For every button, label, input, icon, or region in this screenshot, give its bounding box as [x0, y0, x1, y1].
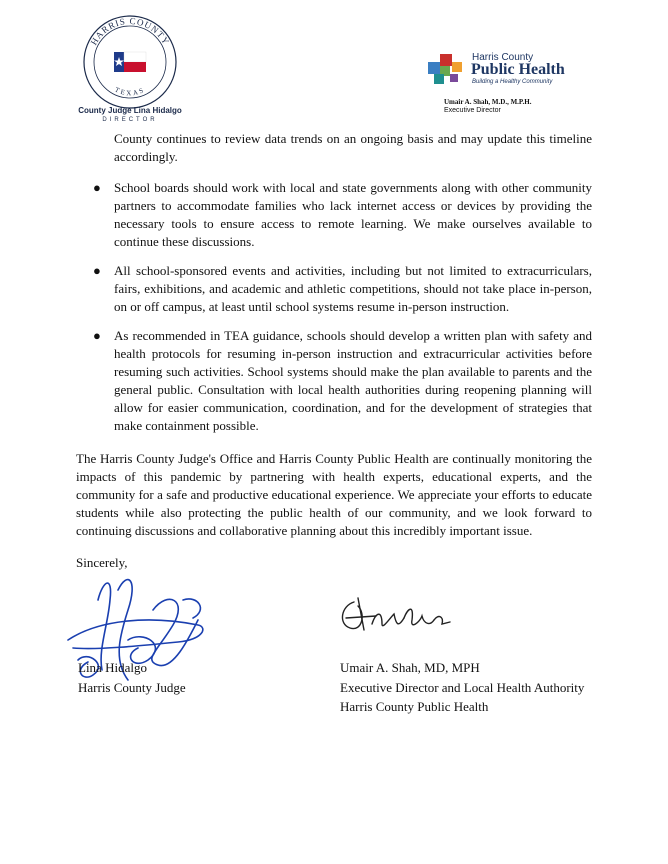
bullet-dot: ● [93, 328, 101, 343]
harris-county-seal [82, 14, 178, 110]
seal-bottom-text: TEXAS [113, 85, 147, 98]
bullet-item: All school-sponsored events and activities, including but not limited to extracurriculars, fairs, exhibitions, and academic and athletic competitions, should not take place in-person, on or off campus, at least until school systems resume in-person instruction. [114, 263, 592, 314]
signatory-title-2: Executive Director and Local Health Authority [340, 680, 585, 695]
signatory-title-1: Harris County Judge [78, 680, 186, 695]
seal-subtitle: DIRECTOR [102, 117, 158, 123]
continuation-paragraph: County continues to review data trends on an ongoing basis and may update this timeline accordingly. [114, 131, 592, 164]
bullet-item: As recommended in TEA guidance, schools should develop a written plan with safety and health protocols for resuming in-person instruction and extracurricular activities before resuming such activities. School systems should make the plan available to parents and the general public. Consultation with local health authorities during reopening planning will allow for easier communication, coordination, and for the development of strategies that make containment possible. [114, 328, 592, 433]
bullet-dot: ● [93, 180, 101, 195]
closing-paragraph: The Harris County Judge's Office and Harris County Public Health are continually monitoring the impacts of this pandemic by partnering with health experts, educational experts, and the community for a safe and productive educational experience. We appreciate your efforts to educate students while also protecting the public health of our community, and we look forward to continuing discussions and collaborative planning about this incredibly important issue. [76, 451, 592, 538]
hcph-tagline: Building a Healthy Community [472, 79, 553, 85]
bullet-item: School boards should work with local and state governments along with other community partners to accommodate families who lack internet access or devices by providing the necessary tools to ensure access to remote learning. We make ourselves available to continue these discussions. [114, 180, 592, 249]
signature-umair-shah [336, 594, 456, 638]
signatory-name-1: Lina Hidalgo [78, 660, 147, 675]
hcph-brand: Public Health [471, 61, 565, 78]
salutation: Sincerely, [76, 555, 128, 570]
hcph-officer-title: Executive Director [444, 107, 501, 114]
hcph-org: Harris County [472, 52, 534, 63]
hcph-officer-name: Umair A. Shah, M.D., M.P.H. [444, 98, 532, 106]
hcph-logo-mark [428, 52, 464, 86]
svg-text:TEXAS [114, 86, 147, 98]
seal-caption: County Judge Lina Hidalgo [78, 106, 182, 115]
bullet-dot: ● [93, 263, 101, 278]
seal-ring-text: HARRIS COUNTY [88, 15, 172, 47]
signatory-name-2: Umair A. Shah, MD, MPH [340, 660, 480, 675]
signatory-org-2: Harris County Public Health [340, 699, 489, 714]
svg-text:HARRIS COUNTY [89, 16, 172, 47]
